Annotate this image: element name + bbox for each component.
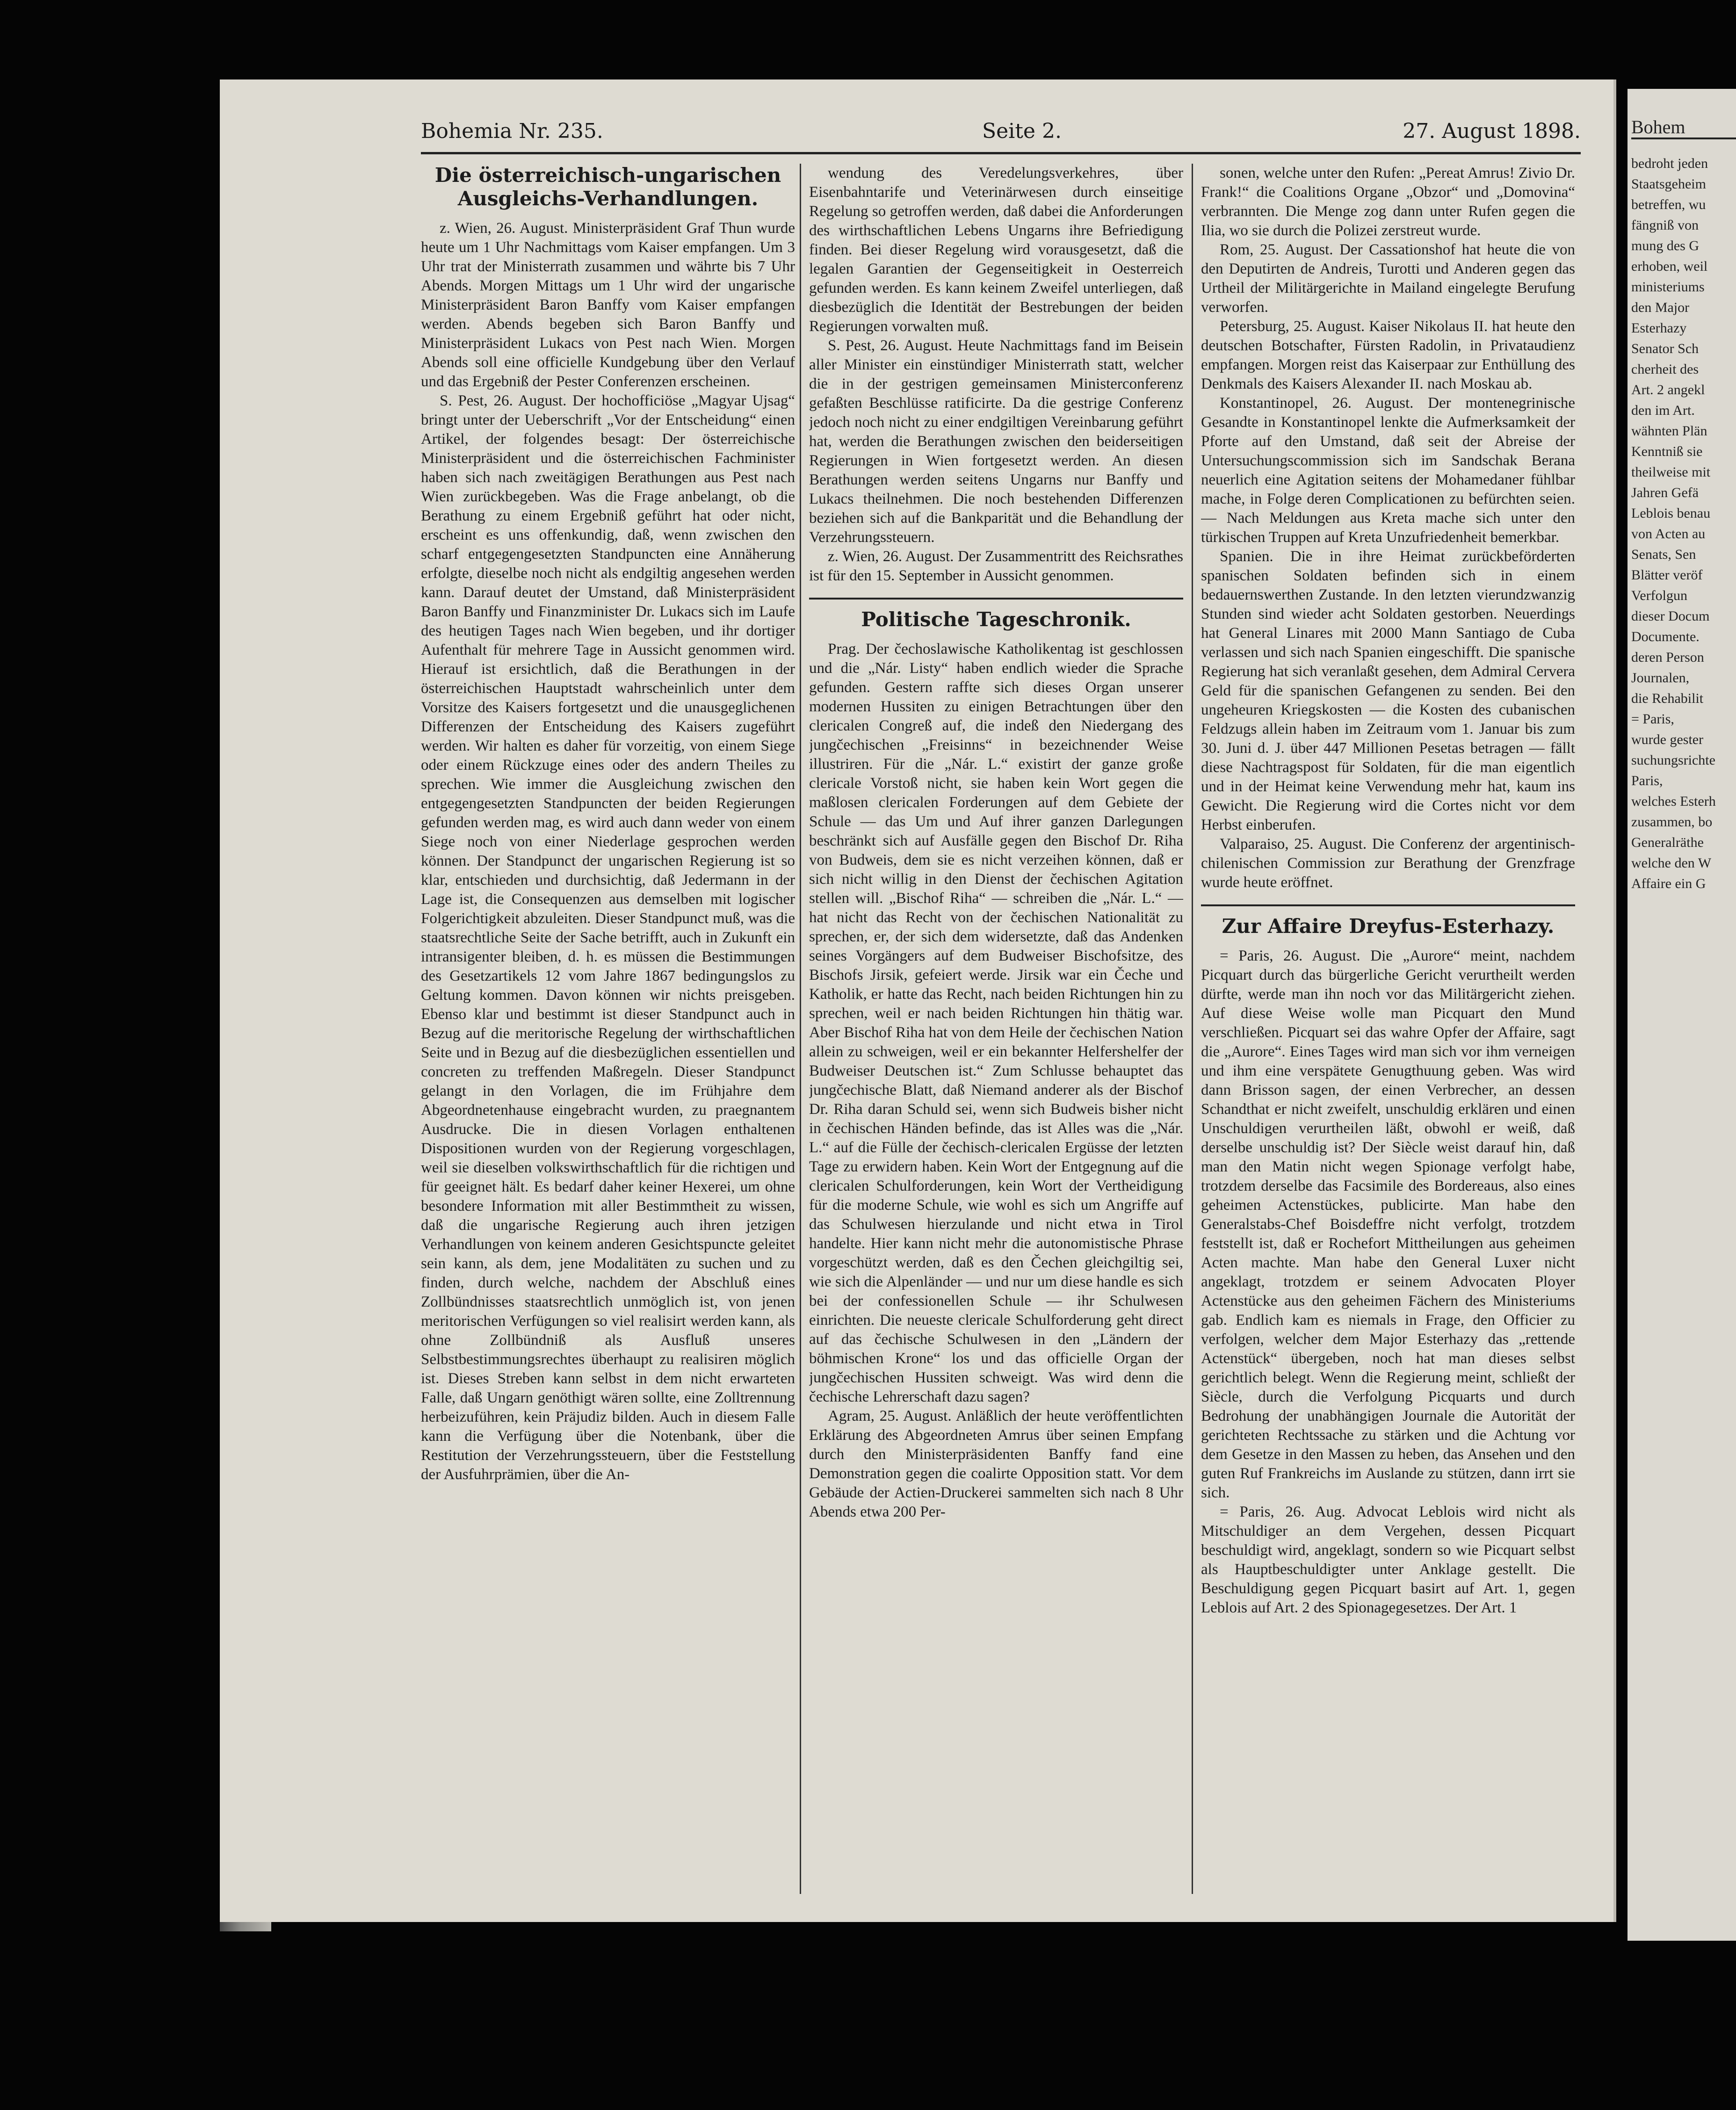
- next-page-line: welche den W: [1631, 855, 1712, 871]
- next-page-lines: [1631, 153, 1736, 894]
- article-paragraph: z. Wien, 26. August. Der Zusammentritt des Reichsrathes ist für den 15. September in Aussicht genommen.: [809, 548, 1183, 584]
- next-page-line: welches Esterh: [1631, 794, 1716, 809]
- article-paragraph: wendung des Veredelungsverkehres, über Eisenbahntarife und Veterinärwesen durch einseitige Regelung so getroffen werden, daß dabei die Anforderungen des wirthschaftlichen Lebens Ungarns ihre Befriedigung finden. Bei dieser Regelung wird vorausgesetzt, daß die legalen Garantien der Gegenseitigkeit in Oesterreich gefunden werden. Es kann keinem Zweifel unterliegen, daß diesbezüglich die Identität der Bestrebungen der beiden Regierungen vorwalten muß.: [809, 165, 1183, 335]
- page-number: Seite 2.: [982, 119, 1062, 143]
- next-page-line: Esterhazy: [1631, 320, 1687, 336]
- next-page-line: die Rehabilit: [1631, 691, 1704, 706]
- article-paragraph: = Paris, 26. August. Die „Aurore“ meint, nachdem Picquart durch das bürgerliche Gericht verurtheilt werden dürfte, werde man ihn noch vor das Militärgericht ziehen. Auf diese Weise wolle man Picquart den Mund verschließen. Picquart sei das wahre Opfer der Affaire, sagt die „Aurore“. Eines Tages wird man sich vor ihm verneigen und ihm eine verspätete Genugthuung geben. Was wird dann Brisson sagen, der einen Verbrecher, an dessen Schandthat er nicht zweifelt, unschuldig erklären und einen Unschuldigen verurtheilen läßt, obwohl er weiß, daß derselbe unschuldig ist? Der Siècle weist darauf hin, daß man den Matin nicht wegen Spionage verfolgt habe, trotzdem derselbe das Facsimile des Bordereaus, also eines geheimen Actenstückes, publicirte. Man habe den Generalstabs-Chef Boisdeffre nicht verfolgt, trotzdem feststellt ist, daß er Rochefort Mittheilungen aus geheimen Acten machte. Man habe den General Luxer nicht angeklagt, trotzdem er seinem Advocaten Ployer Actenstücke aus den geheimen Fächern des Ministeriums gab. Endlich kam es niemals in Frage, den Officier zu verfolgen, welcher dem Major Esterhazy das „rettende Actenstück“ übergeben, noch hat man dieses selbst gerichtlich belegt. Wenn die Regierung meint, schließt der Siècle, durch die Verfolgung Picquarts und durch Bedrohung der unabhängigen Journale die Autorität der gerichteten Rechtssache zu stärken und die Achtung vor dem Gesetze in den Massen zu heben, das Ansehen und den guten Ruf Frankreichs im Auslande zu stützen, dann irrt sie sich.: [1201, 947, 1575, 1501]
- next-page-line: wurde gester: [1631, 732, 1704, 747]
- article-paragraph: Rom, 25. August. Der Cassationshof hat heute die von den Deputirten de Andreis, Turotti und Anderen gegen das Urtheil der Militärgerichte in Mailand eingelegte Berufung verworfen.: [1201, 241, 1575, 316]
- next-page-line: den im Art.: [1631, 403, 1695, 418]
- next-page-line: zusammen, bo: [1631, 814, 1713, 830]
- next-page-line: erhoben, weil: [1631, 259, 1708, 274]
- article-paragraph: = Paris, 26. Aug. Advocat Leblois wird nicht als Mitschuldiger an dem Vergehen, dessen Picquart beschuldigt wird, angeklagt, sondern so wie Picquart selbst als Hauptbeschuldigter unter Anklage gestellt. Die Beschuldigung gegen Picquart basirt auf Art. 1, gegen Leblois auf Art. 2 des Spionagegesetzes. Der Art. 1: [1201, 1503, 1575, 1616]
- article-paragraph: Konstantinopel, 26. August. Der montenegrinische Gesandte in Konstantinopel lenkte die Aufmerksamkeit der Pforte auf den Umstand, daß seit der Abreise der Untersuchungscommission sich im Sandschak Berana neuerlich eine Agitation seitens der Mohamedaner fühlbar mache, in Folge deren Complicationen zu befürchten seien. — Nach Meldungen aus Kreta mache sich unter den türkischen Truppen auf Kreta Unzufriedenheit bemerkbar.: [1201, 395, 1575, 546]
- next-page-line: Verfolgun: [1631, 588, 1687, 603]
- next-page-line: Jahren Gefä: [1631, 485, 1699, 500]
- article-paragraph: sonen, welche unter den Rufen: „Pereat Amrus! Zivio Dr. Frank!“ die Coalitions Organe „Obzor“ und „Domovina“ verbrannten. Die Menge zog dann unter Rufen gegen die Ilia, wo sie durch die Polizei zerstreut wurde.: [1201, 165, 1575, 239]
- section-rule: [809, 598, 1183, 600]
- column-3: [1201, 164, 1575, 1828]
- next-page-line: dieser Docum: [1631, 608, 1710, 624]
- column-2: [809, 164, 1183, 1828]
- section-title: Politische Tageschronik.: [861, 608, 1131, 631]
- next-page-line: wähnten Plän: [1631, 423, 1707, 439]
- section-rule: [1201, 904, 1575, 906]
- next-page-line: Leblois benau: [1631, 506, 1711, 521]
- article-paragraph: Prag. Der čechoslawische Katholikentag ist geschlossen und die „Nár. Listy“ haben endlich wieder die Sprache gefunden. Gestern raffte sich dieses Organ unserer modernen Hussiten zu einigen Betrachtungen über den clericalen Congreß auf, die indeß den Niedergang des jungčechischen „Freisinns“ in bezeichnender Weise illustriren. Für die „Nár. L.“ existirt der ganze große clericale Vorstoß nicht, sie haben kein Wort gegen die maßlosen clericalen Forderungen auf dem Gebiete der Schule — das Um und Auf ihrer ganzen Darlegungen beschränkt sich auf Ausfälle gegen den Bischof Dr. Riha von Budweis, dem sie es nicht verzeihen können, daß er sich nicht willig in den Dienst der čechischen Agitation stellen will. „Bischof Riha“ — schreiben die „Nár. L.“ — hat nicht das Recht von der čechischen Nationalität zu sprechen, er, der sich dem widersetzte, daß das Andenken seines Vorgängers auf dem Budweiser Bischofsitze, des Bischofs Jirsik, gefeiert werde. Jirsik war ein Čeche und Katholik, er hatte das Recht, nach beiden Richtungen hin zu sprechen, weil er nach beiden Richtungen hin thätig war. Aber Bischof Riha hat von dem Heile der čechischen Nation allein zu schweigen, weil er ein bekannter Helfershelfer der Budweiser Deutschen ist.“ Zum Schlusse behauptet das jungčechische Blatt, daß Niemand anderer als der Bischof Dr. Riha daran Schuld sei, wenn sich Budweis bisher nicht in čechischen Händen befinde, das ist Alles was die „Nár. L.“ auf die Fülle der čechisch-clericalen Ergüsse der letzten Tage zu erwidern haben. Kein Wort der Entgegnung auf die clericalen Schulforderungen, kein Wort der Vertheidigung für die moderne Schule, wie wohl es sich um Angriffe auf das Schulwesen hierzulande und nicht etwa in Tirol handelte. Hier kann nicht mehr die autonomistische Phrase vorgeschützt werden, daß es den Čechen gleichgiltig sei, wie sich die Alpenländer — und nur um diese handle es sich bei der confessionellen Schule — ihr Schulwesen einrichten. Die neueste clericale Schulforderung geht direct auf das čechische Schulwesen in den „Ländern der böhmischen Krone“ los und das officielle Organ der jungčechischen Hussiten schweigt. Was wird denn die čechische Lehrerschaft dazu sagen?: [809, 641, 1183, 1405]
- page-header: [421, 115, 1581, 154]
- next-page-line: Affaire ein G: [1631, 876, 1706, 891]
- article-paragraph: Petersburg, 25. August. Kaiser Nikolaus II. hat heute den deutschen Botschafter, Fürsten Radolin, in Privataudienz empfangen. Morgen reist das Kaiserpaar zur Enthüllung des Denkmals des Kaisers Alexander II. nach Moskau ab.: [1201, 318, 1575, 392]
- column-divider: [1192, 164, 1193, 1894]
- next-page-line: Generalräthe: [1631, 835, 1704, 850]
- next-page-fragment: [1628, 89, 1736, 1941]
- next-page-line: fängniß von: [1631, 217, 1699, 233]
- article-paragraph: Spanien. Die in ihre Heimat zurückbeförderten spanischen Soldaten befinden sich in einem bedauernswerthen Zustande. In den letzten vierundzwanzig Stunden sind wieder acht Soldaten gestorben. Neuerdings hat General Linares mit 2000 Mann Santiago de Cuba verlassen und sich nach Spanien eingeschifft. Die spanische Regierung hat sich veranlaßt gesehen, dem Admiral Cervera Geld für die spanischen Gefangenen zu senden. Bei den ungeheuren Kriegskosten — die Kosten des cubanischen Feldzugs allein haben im Zeitraum vom 1. Januar bis zum 30. Juni d. J. über 447 Millionen Pesetas betragen — fällt diese Nachtragspost für Soldaten, für die man eigentlich und in der Heimat keine Verwendung mehr hat, kaum ins Gewicht. Die Regierung wird die Cortes nicht vor dem Herbst einberufen.: [1201, 548, 1575, 833]
- next-page-line: theilweise mit: [1631, 464, 1711, 480]
- section-title: Zur Affaire Dreyfus-Esterhazy.: [1222, 915, 1555, 938]
- article-paragraph: Valparaiso, 25. August. Die Conferenz der argentinisch-chilenischen Commission zur Berathung der Grenzfrage wurde heute eröffnet.: [1201, 836, 1575, 891]
- article-paragraph: S. Pest, 26. August. Der hochofficiöse „Magyar Ujsag“ bringt unter der Ueberschrift „Vor der Entscheidung“ einen Artikel, der folgendes besagt: Der österreichische Ministerpräsident und die österreichischen Fachminister haben sich nach zweitägigen Berathungen aus Pest nach Wien zurückbegeben. Was die Frage anbelangt, ob die Berathung zu einem Ergebniß geführt hat oder nicht, erscheint es uns offenkundig, daß, wenn zwischen den scharf entgegengesetzten Standpuncten eine Annäherung erfolgte, dieselbe noch nicht als endgiltig angesehen werden kann. Darauf deutet der Umstand, daß Ministerpräsident Baron Banffy und Finanzminister Dr. Lukacs sich im Laufe des heutigen Tages nach Wien begeben, und ihr dortiger Aufenthalt für mehrere Tage in Aussicht genommen wird. Hierauf ist ersichtlich, daß die Berathungen in der österreichischen Hauptstadt wahrscheinlich unter dem Vorsitze des Kaisers fortgesetzt und die unausgeglichenen Differenzen der Entscheidung des Kaisers zugeführt werden. Wir halten es daher für vorzeitig, von einem Siege oder einem Rückzuge eines oder des andern Theiles zu sprechen. Wie immer die Ausgleichung zwischen den entgegengesetzten Standpuncten der beiden Regierungen gefunden werden mag, es wird auch dann weder von einem Siege noch von einer Niederlage gesprochen werden können. Der Standpunct der ungarischen Regierung ist so klar, entschieden und durchsichtig, daß Jedermann in der Lage ist, die Consequenzen aus demselben mit logischer Folgerichtigkeit abzuleiten. Dieser Standpunct muß, was die staatsrechtliche Seite der Sache betrifft, auch in Zukunft ein intransigenter bleiben, d. h. es müssen die Bestimmungen des Gesetzartikels 12 vom Jahre 1867 bedingungslos zu Geltung kommen. Davon können wir nichts preisgeben. Ebenso klar und bestimmt ist dieser Standpunct auch in Bezug auf die meritorische Regelung der wirthschaftlichen Seite und in Bezug auf die diesbezüglichen essentiellen und concreten zu treffenden Maßregeln. Dieser Standpunct gelangt in den Vorlagen, die im Frühjahre dem Abgeordnetenhause eingebracht wurden, zu praegnantem Ausdrucke. Die in diesen Vorlagen enthaltenen Dispositionen wurden von der Regierung vorgeschlagen, weil sie dieselben volkswirthschaftlich für die richtigen und für geeignet hält. Es bedarf daher keiner Hexerei, um ohne besondere Information mit aller Bestimmtheit zu wissen, daß die ungarische Regierung auch ihren jetzigen Verhandlungen von keinem anderen Gesichtspuncte geleitet sein kann, als dem, jene Modalitäten zu suchen und zu finden, durch welche, nachdem der Abschluß eines Zollbündnisses staatsrechtlich unmöglich ist, von jenen meritorischen Verfügungen so viel realisirt werden kann, als ohne Zollbündniß als Ausfluß unseres Selbstbestimmungsrechtes überhaupt zu realisiren möglich ist. Dieses Streben kann selbst in dem nicht erwarteten Falle, daß Ungarn genöthigt wären sollte, eine Zolltrennung herbeizuführen, kein Präjudiz bilden. Auch in diesem Falle kann die Verfügung über die Notenbank, über die Restitution der Verzehrungssteuern, über die Feststellung der Ausfuhrprämien, über die An-: [421, 392, 795, 1483]
- article-paragraph: Agram, 25. August. Anläßlich der heute veröffentlichten Erklärung des Abgeordneten Amrus über seinen Empfang durch den Ministerpräsidenten Banffy fand eine Demonstration gegen die coalirte Opposition statt. Vor dem Gebäude der Actien-Druckerei sammelten sich nach 8 Uhr Abends etwa 200 Per-: [809, 1408, 1183, 1520]
- next-page-line: Senats, Sen: [1631, 547, 1696, 562]
- next-page-line: ministeriums: [1631, 279, 1705, 295]
- next-page-line: Paris,: [1631, 773, 1663, 788]
- masthead-issue: Bohemia Nr. 235.: [421, 119, 603, 143]
- next-page-line: cherheit des: [1631, 361, 1699, 377]
- next-page-line: = Paris,: [1631, 711, 1674, 727]
- next-page-line: Staatsgeheim: [1631, 176, 1706, 192]
- next-page-line: den Major: [1631, 300, 1690, 315]
- article-paragraph: z. Wien, 26. August. Ministerpräsident Graf Thun wurde heute um 1 Uhr Nachmittags vom Kaiser empfangen. Um 3 Uhr trat der Ministerrath zusammen und währte bis 7 Uhr Abends. Morgen Mittags um 1 Uhr wird der ungarische Ministerpräsident Baron Banffy vom Kaiser empfangen werden. Abends begeben sich Baron Banffy und Ministerpräsident Lukacs von Pest nach Wien. Morgen Abends soll eine officielle Kundgebung über den Verlauf und das Ergebniß der Pester Conferenzen erscheinen.: [421, 220, 795, 390]
- next-page-line: betreffen, wu: [1631, 197, 1706, 212]
- column-1: [421, 164, 795, 1828]
- next-page-line: Art. 2 angekl: [1631, 382, 1705, 397]
- next-page-header: Bohem: [1631, 117, 1736, 139]
- article-title: Die österreichisch-ungarischen Ausgleichs-Verhandlungen.: [434, 164, 781, 210]
- next-page-line: Journalen,: [1631, 670, 1690, 686]
- next-page-line: mung des G: [1631, 238, 1699, 253]
- next-page-line: Kenntniß sie: [1631, 444, 1703, 459]
- next-page-line: Blätter veröf: [1631, 567, 1703, 583]
- article-paragraph: S. Pest, 26. August. Heute Nachmittags fand im Beisein aller Minister ein einstündiger Ministerrath statt, welcher die in der gestrigen gemeinsamen Ministerconferenz gefaßten Beschlüsse ratificirte. Da die gestrige Conferenz jedoch noch nicht zu einer endgiltigen Vereinbarung geführt hat, werden die Berathungen zwischen den beiderseitigen Regierungen in Wien fortgesetzt werden. An diesen Berathungen werden seitens Ungarns nur Banffy und Lukacs theilnehmen. Die noch bestehenden Differenzen beziehen sich auf die Bankparität und die Behandlung der Verzehrungssteuern.: [809, 337, 1183, 546]
- next-page-line: deren Person: [1631, 650, 1704, 665]
- issue-date: 27. August 1898.: [1403, 119, 1581, 143]
- next-page-line: Documente.: [1631, 629, 1700, 644]
- next-page-line: Senator Sch: [1631, 341, 1699, 356]
- column-divider: [800, 164, 801, 1894]
- next-page-text: [1628, 89, 1736, 894]
- next-page-line: von Acten au: [1631, 526, 1706, 542]
- next-page-line: suchungsrichte: [1631, 752, 1715, 768]
- next-page-line: bedroht jeden: [1631, 156, 1708, 171]
